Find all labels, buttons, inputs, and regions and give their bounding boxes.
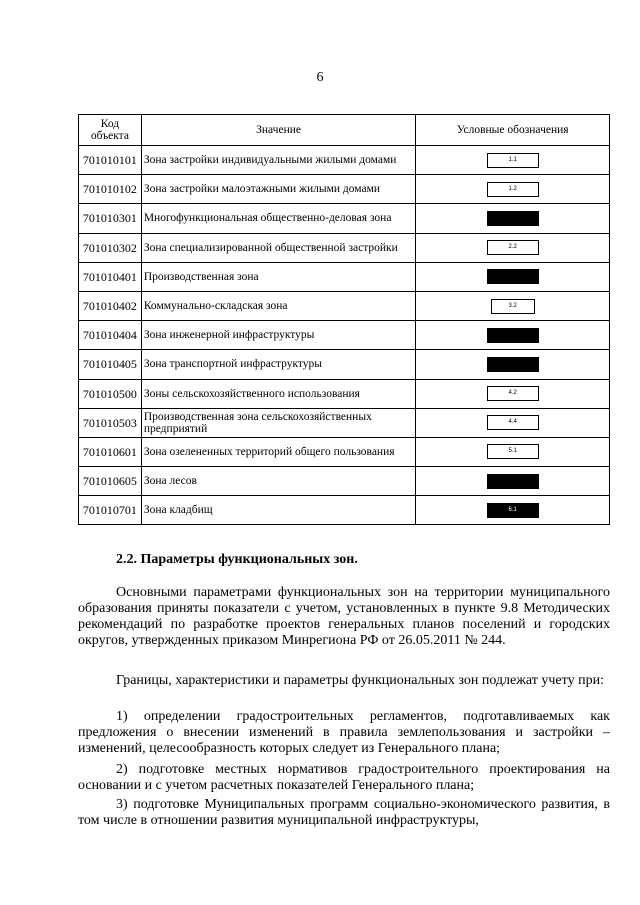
zone-value: Производственная зона xyxy=(141,262,415,291)
table-row xyxy=(79,233,610,262)
zone-value: Зона инженерной инфраструктуры xyxy=(141,321,415,350)
section-title: 2.2. Параметры функциональных зон. xyxy=(116,552,358,567)
zone-legend xyxy=(416,408,610,437)
zone-legend xyxy=(416,321,610,350)
zone-code: 701010301 xyxy=(79,204,142,233)
paragraph-parameters: Основными параметрами функциональных зон на территории муниципального образования приняты показатели с учетом, установленных в пункте 9.8 Методических рекомендаций по разработке проектов генеральных планов поселений и городских округов, утвержденных приказом Минрегиона РФ от 26.05.2011 № 244. xyxy=(78,585,610,648)
zone-legend xyxy=(416,467,610,496)
table-row xyxy=(79,262,610,291)
zones-table-body xyxy=(79,146,610,525)
table-row xyxy=(79,496,610,525)
legend-swatch xyxy=(487,269,539,284)
zone-code: 701010402 xyxy=(79,291,142,320)
legend-swatch: 4.4 xyxy=(487,415,539,430)
zone-value: Многофункциональная общественно-деловая зона xyxy=(141,204,415,233)
legend-swatch xyxy=(487,211,539,226)
legend-swatch: 2.2 xyxy=(487,240,539,255)
table-row xyxy=(79,379,610,408)
legend-swatch: 5.1 xyxy=(487,444,539,459)
paragraph-item-1: 1) определении градостроительных регламентов, подготавливаемых как предложения о внесении изменений в правила землепользования и застройки – изменений, целесообразность которых следует из Генерального плана; xyxy=(78,709,610,756)
header-legend: Условные обозначения xyxy=(416,115,610,146)
zone-code: 701010101 xyxy=(79,146,142,175)
zone-legend xyxy=(416,262,610,291)
paragraph-item-2: 2) подготовке местных нормативов градостроительного проектирования на основании и с учетом расчетных показателей Генерального плана; xyxy=(78,762,610,793)
legend-swatch: 4.2 xyxy=(487,386,539,401)
zone-code: 701010302 xyxy=(79,233,142,262)
legend-swatch xyxy=(487,474,539,489)
header-code: Код объекта xyxy=(79,115,142,146)
table-row xyxy=(79,467,610,496)
table-row xyxy=(79,146,610,175)
zone-legend xyxy=(416,204,610,233)
table-row xyxy=(79,291,610,320)
zone-code: 701010102 xyxy=(79,175,142,204)
zone-legend xyxy=(416,175,610,204)
paragraph-item-3: 3) подготовке Муниципальных программ социально-экономического развития, в том числе в отношении развития муниципальной инфраструктуры, xyxy=(78,797,610,828)
legend-swatch: 6.1 xyxy=(487,503,539,518)
table-row xyxy=(79,408,610,437)
zone-legend xyxy=(416,146,610,175)
zone-code: 701010605 xyxy=(79,467,142,496)
legend-swatch xyxy=(487,357,539,372)
zone-value: Зона застройки индивидуальными жилыми домами xyxy=(141,146,415,175)
zone-legend xyxy=(416,379,610,408)
table-header-row xyxy=(79,115,610,146)
zone-legend xyxy=(416,437,610,466)
zone-code: 701010701 xyxy=(79,496,142,525)
zone-value: Зоны сельскохозяйственного использования xyxy=(141,379,415,408)
legend-swatch xyxy=(487,328,539,343)
zone-value: Коммунально-складская зона xyxy=(141,291,415,320)
zone-legend xyxy=(416,291,610,320)
table-row xyxy=(79,350,610,379)
zone-value: Зона застройки малоэтажными жилыми домами xyxy=(141,175,415,204)
zone-code: 701010405 xyxy=(79,350,142,379)
zone-value: Зона транспортной инфраструктуры xyxy=(141,350,415,379)
legend-swatch: 1.1 xyxy=(487,153,539,168)
zone-code: 701010404 xyxy=(79,321,142,350)
zone-code: 701010500 xyxy=(79,379,142,408)
zone-value: Зона озелененных территорий общего пользования xyxy=(141,437,415,466)
header-value: Значение xyxy=(141,115,415,146)
zone-code: 701010401 xyxy=(79,262,142,291)
zone-value: Зона кладбищ xyxy=(141,496,415,525)
zone-code: 701010601 xyxy=(79,437,142,466)
table-row xyxy=(79,175,610,204)
zones-table xyxy=(78,114,610,525)
table-row xyxy=(79,437,610,466)
table-row xyxy=(79,204,610,233)
zone-legend xyxy=(416,233,610,262)
zone-legend xyxy=(416,496,610,525)
zone-legend xyxy=(416,350,610,379)
page-number: 6 xyxy=(316,70,324,85)
legend-swatch: 3.2 xyxy=(491,299,535,314)
zone-code: 701010503 xyxy=(79,408,142,437)
legend-swatch: 1.2 xyxy=(487,182,539,197)
zone-value: Зона лесов xyxy=(141,467,415,496)
zone-value: Производственная зона сельскохозяйственных предприятий xyxy=(141,408,415,437)
zone-value: Зона специализированной общественной застройки xyxy=(141,233,415,262)
table-row xyxy=(79,321,610,350)
paragraph-boundaries: Границы, характеристики и параметры функциональных зон подлежат учету при: xyxy=(116,673,604,688)
